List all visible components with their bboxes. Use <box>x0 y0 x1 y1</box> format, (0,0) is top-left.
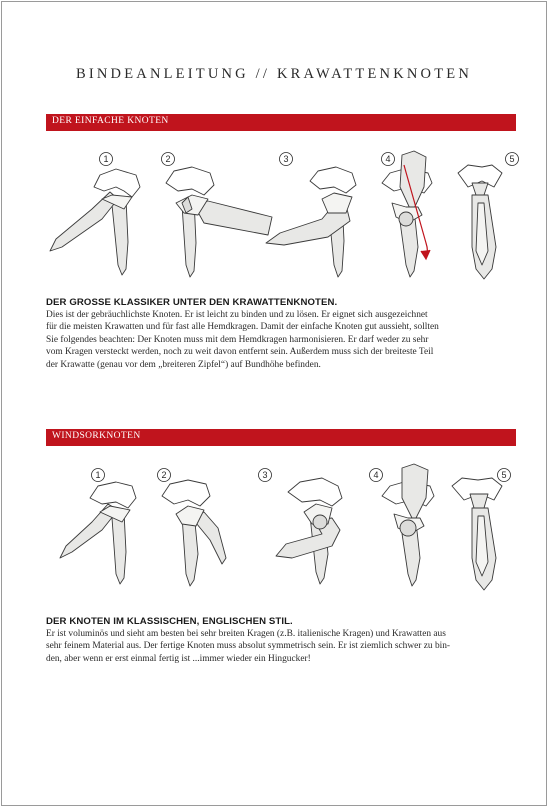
step-1-tie-illustration <box>50 169 140 275</box>
description-line: sehr feinem Material aus. Der fertige Knoten muss absolut symmetrisch sein. Er ist ziemlich schwer zu bin- <box>46 641 451 652</box>
description-line: Er ist voluminös und sieht am besten bei sehr breiten Kragen (z.B. italienische Kragen) und Krawatten aus <box>46 629 446 639</box>
instruction-sheet <box>1 1 547 806</box>
step-4-tie-illustration <box>382 464 434 586</box>
section-description <box>46 628 512 665</box>
svg-text:5: 5 <box>501 470 507 481</box>
step-number-4 <box>382 153 395 166</box>
step-number-2 <box>158 469 171 482</box>
svg-text:1: 1 <box>103 154 109 165</box>
step-2-tie-illustration <box>166 167 272 277</box>
section-description <box>46 309 512 371</box>
section-heading: DER GROSSE KLASSIKER UNTER DEN KRAWATTENKNOTEN. <box>46 297 338 308</box>
section-band-windsorknoten <box>46 429 516 446</box>
windsorknoten-illustrations <box>32 462 532 597</box>
step-2-tie-illustration <box>162 480 226 586</box>
svg-text:5: 5 <box>509 154 515 165</box>
svg-text:4: 4 <box>385 154 391 165</box>
svg-text:2: 2 <box>165 154 171 165</box>
step-number-5 <box>498 469 511 482</box>
step-number-3 <box>259 469 272 482</box>
step-number-5 <box>506 153 519 166</box>
step-1-tie-illustration <box>60 482 136 584</box>
section-label: DER EINFACHE KNOTEN <box>52 116 169 126</box>
section-label: WINDSORKNOTEN <box>52 431 141 441</box>
step-4-tie-illustration <box>382 151 432 277</box>
einfacher-knoten-illustrations <box>32 147 532 282</box>
svg-text:1: 1 <box>95 470 101 481</box>
description-line: der Krawatte (genau vor dem „breiteren Zipfel“) auf Bundhöhe befinden. <box>46 359 321 370</box>
step-number-1 <box>100 153 113 166</box>
description-line: Dies ist der gebräuchlichste Knoten. Er ist leicht zu binden und zu lösen. Er eignet sich ausgezeichnet <box>46 310 428 320</box>
step-3-tie-illustration <box>276 478 342 584</box>
step-5-tie-illustration <box>452 478 502 590</box>
page-title: BINDEANLEITUNG // KRAWATTENKNOTEN <box>75 66 472 82</box>
description-line: Sie folgendes beachten: Der Knoten muss mit dem Hemdkragen harmonisieren. Er darf weder zu sehr <box>46 334 429 345</box>
step-number-2 <box>162 153 175 166</box>
step-number-1 <box>92 469 105 482</box>
svg-text:3: 3 <box>262 470 268 481</box>
step-3-tie-illustration <box>266 167 356 277</box>
step-5-tie-illustration <box>458 165 502 279</box>
svg-text:4: 4 <box>373 470 379 481</box>
step-number-4 <box>370 469 383 482</box>
step-number-3 <box>280 153 293 166</box>
svg-text:3: 3 <box>283 154 289 165</box>
description-line: vom Kragen versteckt werden, noch zu weit davon entfernt sein. Außerdem muss sich der breiteste Teil <box>46 347 434 358</box>
section-heading: DER KNOTEN IM KLASSISCHEN, ENGLISCHEN STIL. <box>46 616 293 627</box>
svg-text:2: 2 <box>161 470 167 481</box>
section-band-einfacher-knoten <box>46 114 516 131</box>
description-line: für die meisten Krawatten und für fast alle Hemdkragen. Damit der einfache Knoten gut aussieht, sollten <box>46 322 439 333</box>
description-line: den, aber wenn er erst einmal fertig ist ...immer wieder ein Hingucker! <box>46 653 311 664</box>
